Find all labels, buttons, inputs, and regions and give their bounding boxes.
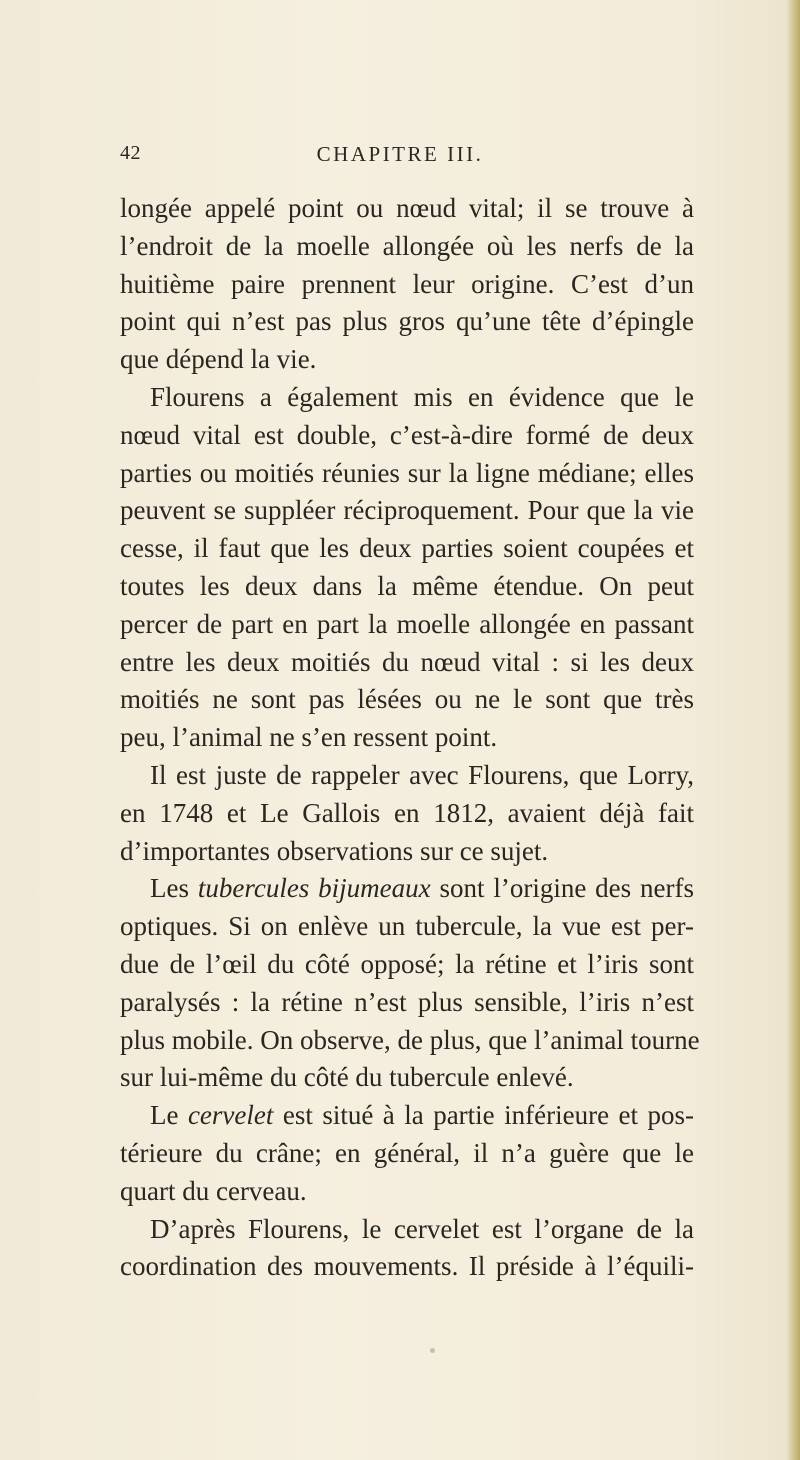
page-number: 42 — [120, 142, 141, 164]
text-line: en 1748 et Le Gallois en 1812, avaient déjà fait — [120, 797, 694, 828]
text-line: D’après Flourens, le cervelet est l’organe de la — [150, 1213, 694, 1244]
paper-speck — [430, 1348, 435, 1353]
body-text — [120, 190, 700, 1286]
text-line: Flourens a également mis en évidence que le — [150, 381, 694, 412]
text-line: entre les deux moitiés du nœud vital : si les deux — [120, 646, 694, 677]
text-line: percer de part en part la moelle allongée en passant — [120, 608, 694, 639]
text-line: sur lui-même du côté du tubercule enlevé. — [120, 1062, 574, 1093]
italic-term: cervelet — [187, 1100, 274, 1131]
text-line: plus mobile. On observe, de plus, que l’animal tourne — [120, 1024, 700, 1055]
text-line: paralysés : la rétine n’est plus sensible, l’iris n’est — [120, 986, 694, 1017]
running-head: CHAPITRE III. — [316, 142, 484, 166]
text-line: peuvent se suppléer réciproquement. Pour que la vie — [120, 495, 694, 526]
page-header — [120, 142, 680, 172]
text-span: sont l’origine des nerfs — [430, 873, 695, 904]
text-line: toutes les deux dans la même étendue. On peut — [120, 570, 694, 601]
text-line: optiques. Si on enlève un tubercule, la vue est per- — [120, 911, 694, 942]
text-line — [120, 870, 694, 908]
text-span: Le — [150, 1100, 188, 1131]
text-line: cesse, il faut que les deux parties soient coupées et — [120, 533, 694, 564]
text-line: moitiés ne sont pas lésées ou ne le sont que très — [120, 684, 694, 715]
text-line: point qui n’est pas plus gros qu’une tête d’épingle — [120, 306, 694, 337]
text-line: Il est juste de rappeler avec Flourens, que Lorry, — [150, 759, 694, 790]
text-line: peu, l’animal ne s’en ressent point. — [120, 722, 498, 753]
text-span: Les — [150, 873, 198, 904]
page-edge — [786, 0, 800, 1460]
text-line: térieure du crâne; en général, il n’a guère que le — [120, 1137, 694, 1168]
text-line: d’importantes observations sur ce sujet. — [120, 835, 549, 866]
text-line: nœud vital est double, c’est-à-dire formé de deux — [120, 419, 694, 450]
text-line: l’endroit de la moelle allongée où les nerfs de la — [120, 230, 694, 261]
text-line: coordination des mouvements. Il préside à l’équili- — [120, 1251, 694, 1282]
text-line: que dépend la vie. — [120, 344, 317, 375]
text-span: est situé à la partie inférieure et pos- — [273, 1100, 694, 1131]
italic-term: tubercules bijumeaux — [197, 873, 431, 904]
text-line — [120, 1097, 694, 1135]
text-line: longée appelé point ou nœud vital; il se trouve à — [120, 193, 694, 223]
text-line: due de l’œil du côté opposé; la rétine et l’iris sont — [120, 948, 694, 979]
text-line: parties ou moitiés réunies sur la ligne médiane; elles — [120, 457, 694, 488]
text-line: huitième paire prennent leur origine. C’est d’un — [120, 268, 694, 299]
text-line: quart du cerveau. — [120, 1175, 307, 1206]
